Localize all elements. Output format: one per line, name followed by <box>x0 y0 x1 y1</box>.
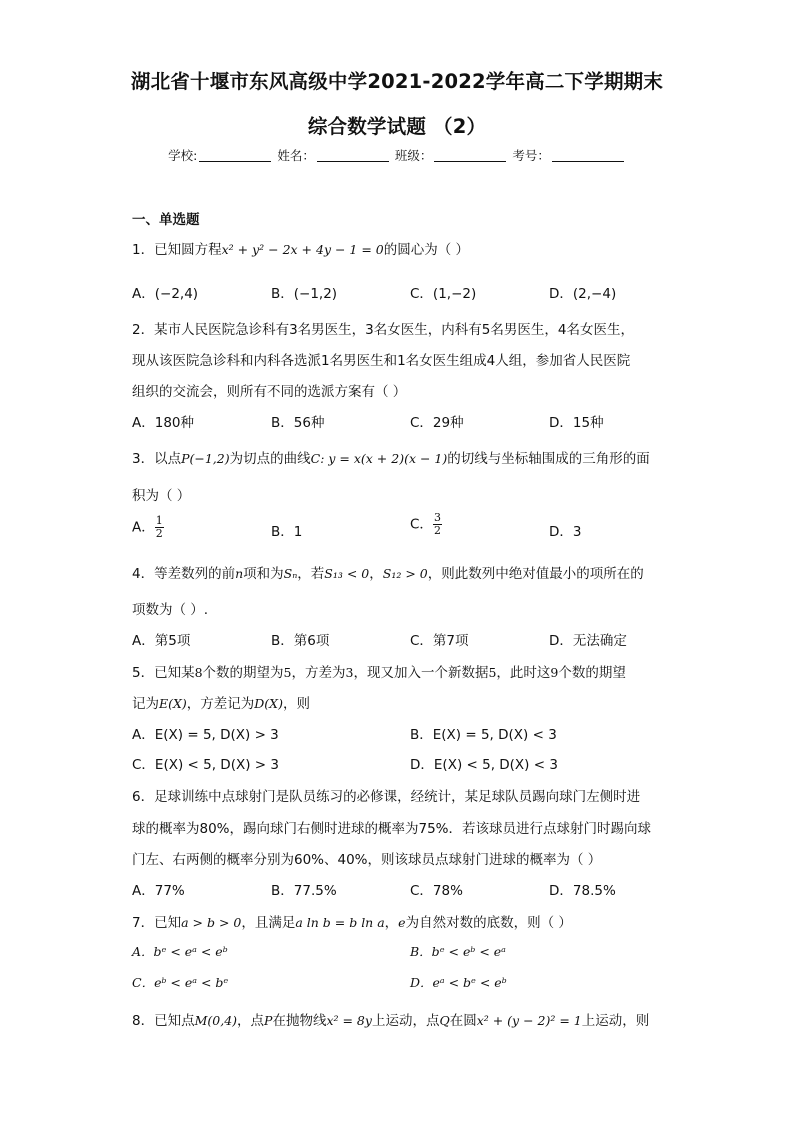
q5-mid1: 个数的期望为 <box>202 665 284 681</box>
q3-option-a-den: 2 <box>155 527 163 540</box>
q3-option-a <box>132 515 164 540</box>
q4-sn: Sₙ <box>283 566 298 581</box>
q3-option-a-fraction <box>155 515 164 540</box>
q8-mid3: 上运动，点 <box>371 1013 440 1029</box>
q5-five: 5 <box>283 665 292 680</box>
q7-option-b: B．bᵉ < eᵇ < eᵃ <box>410 944 506 959</box>
q6-line3: 门左、右两侧的概率分别为60%、40%，则该球员点球射门进球的概率为（ ） <box>132 852 602 868</box>
q5-dx: D(X) <box>254 696 283 711</box>
question-7 <box>132 911 572 931</box>
q5-line2-mid: ，方差记为 <box>186 696 255 712</box>
exam-title-line1: 湖北省十堰市东风高级中学2021-2022学年高二下学期期末 <box>130 70 664 93</box>
number-blank <box>552 149 624 162</box>
q5-option-c: C．E(X) < 5, D(X) > 3 <box>132 757 279 773</box>
q8-parabola: x² = 8y <box>326 1013 372 1028</box>
q1-option-b: B．(−1,2) <box>271 286 338 302</box>
q7-eq: a ln b = b ln a <box>295 915 385 930</box>
q6-option-c: C．78% <box>410 883 463 899</box>
q4-n: n <box>235 566 244 581</box>
q8-post: 上运动，则 <box>581 1013 650 1029</box>
q8-p: P <box>264 1013 273 1028</box>
q4-line2: 项数为（ ）. <box>132 602 209 618</box>
q7-e: e <box>398 915 406 930</box>
q4-mid3: ， <box>369 566 383 582</box>
class-blank <box>434 149 506 162</box>
q3-pre: 3．以点 <box>132 451 182 467</box>
q5-three: 3 <box>345 665 354 680</box>
q5-line2-pre: 记为 <box>132 696 159 712</box>
q2-line3: 组织的交流会，则所有不同的选派方案有（ ） <box>132 384 407 400</box>
q6-option-d: D．78.5% <box>549 883 616 899</box>
q3-curve: C: y = x(x + 2)(x − 1) <box>310 451 448 466</box>
q4-mid2: ，若 <box>297 566 325 582</box>
q4-mid1: 项和为 <box>243 566 284 582</box>
q1-pre: 1．已知圆方程 <box>132 242 222 258</box>
q5-nine: 9 <box>550 665 559 680</box>
q7-pre: 7．已知 <box>132 915 182 931</box>
q7-option-d: D．eᵃ < bᵉ < eᵇ <box>410 975 507 990</box>
student-info-row <box>0 146 794 164</box>
q4-option-a: A．第5项 <box>132 633 191 649</box>
q5-mid2: ，方差为 <box>291 665 346 681</box>
q2-option-d: D．15种 <box>549 415 604 431</box>
q3-point: P(−1,2) <box>181 451 230 466</box>
q5-five2: 5 <box>488 665 497 680</box>
q4-option-b: B．第6项 <box>271 633 330 649</box>
q3-option-c-den: 2 <box>433 524 441 537</box>
number-label: 考号： <box>512 148 550 163</box>
q4-option-c: C．第7项 <box>410 633 469 649</box>
q3-mid: 为切点的曲线 <box>229 451 311 467</box>
q2-option-c: C．29种 <box>410 415 464 431</box>
class-label: 班级： <box>394 148 433 163</box>
q7-post: 为自然对数的底数，则（ ） <box>405 915 572 931</box>
q8-m: M(0,4) <box>194 1013 238 1028</box>
q8-circle: x² + (y − 2)² = 1 <box>476 1013 582 1028</box>
question-3 <box>132 447 650 467</box>
q1-formula: x² + y² − 2x + 4y − 1 = 0 <box>221 242 384 257</box>
q8-pre: 8．已知点 <box>132 1013 195 1029</box>
q1-option-d: D．(2,−4) <box>549 286 617 302</box>
q5-option-b: B．E(X) = 5, D(X) < 3 <box>410 727 557 743</box>
q4-option-d: D．无法确定 <box>549 633 627 649</box>
q3-option-c-fraction <box>433 512 442 537</box>
q8-q: Q <box>439 1013 450 1028</box>
q3-option-c-num: 3 <box>433 511 441 524</box>
q4-post: ，则此数列中绝对值最小的项所在的 <box>427 566 644 582</box>
question-1 <box>132 238 469 258</box>
q3-option-b: B．1 <box>271 524 303 540</box>
q6-option-a: A．77% <box>132 883 185 899</box>
q3-option-c-label: C． <box>410 516 433 533</box>
q3-option-d: D．3 <box>549 524 582 540</box>
q3-line2: 积为（ ） <box>132 488 191 504</box>
school-blank <box>199 149 271 162</box>
q8-mid4: 在圆 <box>449 1013 477 1029</box>
q6-line1: 6．足球训练中点球射门是队员练习的必修课，经统计，某足球队员踢向球门左侧时进 <box>132 789 641 805</box>
question-5 <box>132 661 626 681</box>
q6-line2: 球的概率为80%，踢向球门右侧时进球的概率为75%．若该球员进行点球射门时踢向球 <box>132 821 652 837</box>
school-label: 学校: <box>168 148 198 163</box>
name-blank <box>317 149 389 162</box>
q5-mid3: ，现又加入一个新数据 <box>353 665 489 681</box>
q2-option-b: B．56种 <box>271 415 325 431</box>
q2-option-a: A．180种 <box>132 415 195 431</box>
q7-option-c: C．eᵇ < eᵃ < bᵉ <box>132 975 229 990</box>
q5-ex: E(X) <box>159 696 187 711</box>
question-4 <box>132 562 644 582</box>
q1-option-a: A．(−2,4) <box>132 286 199 302</box>
q4-pre: 4．等差数列的前 <box>132 566 236 582</box>
exam-title-line2: 综合数学试题 （2） <box>307 115 487 138</box>
q6-option-b: B．77.5% <box>271 883 337 899</box>
q3-option-a-num: 1 <box>155 514 163 527</box>
q8-mid2: 在抛物线 <box>272 1013 327 1029</box>
q5-line2-post: ，则 <box>282 696 310 712</box>
q1-post: 的圆心为（ ） <box>383 242 470 258</box>
q7-mid1: ，且满足 <box>241 915 296 931</box>
q7-cond: a > b > 0 <box>181 915 242 930</box>
q5-post: 个数的期望 <box>558 665 626 681</box>
q5-mid4: ，此时这 <box>496 665 551 681</box>
q1-option-c: C．(1,−2) <box>410 286 477 302</box>
q2-line1: 2．某市人民医院急诊科有3名男医生，3名女医生，内科有5名男医生，4名女医生， <box>132 322 634 338</box>
q3-post: 的切线与坐标轴围成的三角形的面 <box>447 451 650 467</box>
q2-line2: 现从该医院急诊科和内科各选派1名男医生和1名女医生组成4人组，参加省人民医院 <box>132 353 631 369</box>
q4-cond1: S₁₃ < 0 <box>324 566 370 581</box>
q5-eight: 8 <box>194 665 203 680</box>
q5-option-a: A．E(X) = 5, D(X) > 3 <box>132 727 279 743</box>
q5-pre: 5．已知某 <box>132 665 195 681</box>
q3-option-a-label: A． <box>132 519 155 536</box>
q5-option-d: D．E(X) < 5, D(X) < 3 <box>410 757 558 773</box>
q8-mid1: ，点 <box>237 1013 265 1029</box>
q3-option-c <box>410 512 442 537</box>
q5-line2 <box>132 692 310 712</box>
question-8 <box>132 1009 649 1029</box>
section-title: 一、单选题 <box>132 212 200 228</box>
name-label: 姓名： <box>277 148 315 163</box>
q7-mid2: ， <box>384 915 399 931</box>
q7-option-a: A．bᵉ < eᵃ < eᵇ <box>132 944 228 959</box>
q4-cond2: S₁₂ > 0 <box>382 566 428 581</box>
